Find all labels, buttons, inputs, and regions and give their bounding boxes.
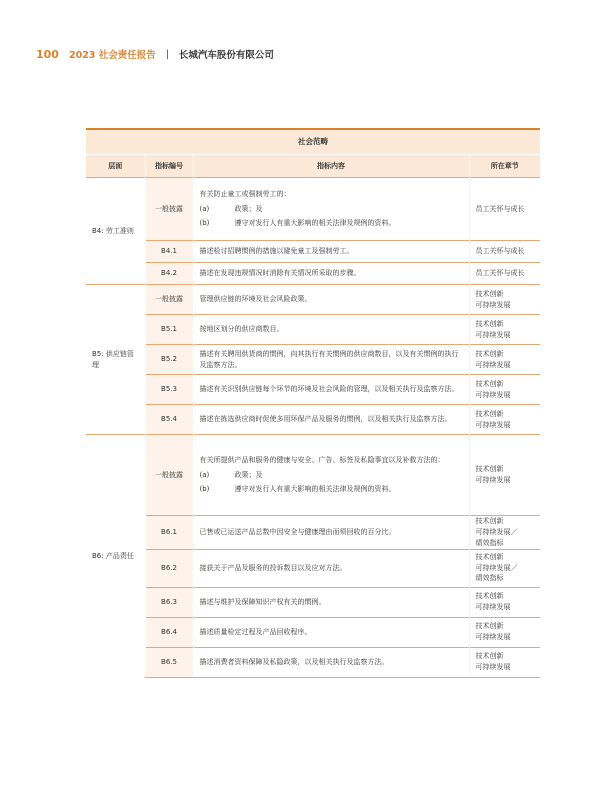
chapter-cell xyxy=(469,587,540,617)
indicator-content xyxy=(193,241,469,263)
indicator-code: B4.1 xyxy=(145,241,193,263)
content-text: 描述检讨招聘惯例的措施以避免童工及强制劳工。 xyxy=(199,247,354,256)
table-row xyxy=(86,345,540,375)
chapter-line: 技术创新 xyxy=(475,552,504,561)
column-header-content: 指标内容 xyxy=(193,155,469,178)
list-text: 遵守对发行人有重大影响的相关法律及规例的资料。 xyxy=(234,485,396,494)
chapter-line: 技术创新 xyxy=(475,289,504,298)
chapter-line: 技术创新 xyxy=(475,592,504,601)
list-text: 遵守对发行人有重大影响的相关法律及规例的资料。 xyxy=(234,219,396,228)
chapter-line: 技术创新 xyxy=(475,409,504,418)
table-row xyxy=(86,178,540,241)
chapter-cell xyxy=(469,285,540,315)
content-text: 按地区划分的供应商数目。 xyxy=(199,325,284,334)
chapter-line: 可持续发展 xyxy=(475,360,511,369)
list-text: 政策；及 xyxy=(234,204,263,213)
aspect-cell: B6: 产品责任 xyxy=(86,435,145,678)
content-list-item xyxy=(200,468,463,483)
chapter-line: 技术创新 xyxy=(475,465,504,474)
indicator-content xyxy=(193,435,469,516)
indicator-content xyxy=(193,375,469,405)
indicator-code: B5.2 xyxy=(145,345,193,375)
content-text: 描述质量检定过程及产品回收程序。 xyxy=(199,627,312,636)
chapter-line: 可持续发展 xyxy=(475,420,511,429)
content-text: 有关所提供产品和服务的健康与安全、广告、标签及私隐事宜以及补救方法的： xyxy=(199,455,445,464)
chapter-line: 绩效指标 xyxy=(475,574,504,583)
chapter-line: 可持续发展 xyxy=(475,663,511,672)
table-title: 社会范畴 xyxy=(86,129,540,155)
chapter-line: 可持续发展 xyxy=(475,603,511,612)
table-row xyxy=(86,617,540,647)
content-text: 描述与维护及保障知识产权有关的惯例。 xyxy=(199,597,326,606)
indicator-code: 一般披露 xyxy=(145,178,193,241)
company-name: 长城汽车股份有限公司 xyxy=(178,50,274,61)
chapter-line: 技术创新 xyxy=(475,517,504,525)
indicator-code: B6.3 xyxy=(145,587,193,617)
page-header xyxy=(36,47,274,61)
table-row xyxy=(86,241,540,263)
content-list-item xyxy=(200,202,463,217)
report-title: 2023 社会责任报告 xyxy=(68,50,156,61)
chapter-cell xyxy=(469,549,540,587)
chapter-line: 技术创新 xyxy=(475,349,504,358)
chapter-cell xyxy=(469,435,540,516)
indicator-code: 一般披露 xyxy=(145,435,193,516)
chapter-cell xyxy=(469,516,540,550)
table-row xyxy=(86,516,540,550)
chapter-cell xyxy=(469,315,540,345)
indicator-code: B5.3 xyxy=(145,375,193,405)
indicator-code: B6.4 xyxy=(145,617,193,647)
indicator-code: B6.2 xyxy=(145,549,193,587)
content-text: 已售或已运送产品总数中因安全与健康理由而须回收的百分比。 xyxy=(199,527,396,536)
indicator-content xyxy=(193,285,469,315)
table-row xyxy=(86,405,540,435)
indicator-content xyxy=(193,647,469,677)
table-row xyxy=(86,549,540,587)
indicator-content xyxy=(193,405,469,435)
chapter-cell xyxy=(469,375,540,405)
chapter-line: 可持续发展／ xyxy=(475,563,518,572)
chapter-cell xyxy=(469,405,540,435)
indicator-content xyxy=(193,263,469,285)
table-header-row xyxy=(86,155,540,178)
chapter-line: 技术创新 xyxy=(475,622,504,631)
content-text: 描述在拣选供应商时促使多用环保产品及服务的惯例，以及相关执行及监察方法。 xyxy=(199,415,452,424)
chapter-line: 员工关怀与成长 xyxy=(475,269,525,278)
table-row xyxy=(86,647,540,677)
list-marker: (a) xyxy=(199,470,210,479)
chapter-cell xyxy=(469,241,540,263)
indicator-code: B6.5 xyxy=(145,647,193,677)
aspect-cell: B5: 供应链管理 xyxy=(86,285,145,435)
chapter-line: 员工关怀与成长 xyxy=(475,247,525,256)
column-header-chapter: 所在章节 xyxy=(469,155,540,178)
list-marker: (b) xyxy=(199,219,210,228)
social-index-table xyxy=(86,128,540,678)
content-list-item xyxy=(200,482,463,497)
indicator-content xyxy=(193,587,469,617)
chapter-line: 技术创新 xyxy=(475,652,504,661)
column-header-code: 指标编号 xyxy=(145,155,193,178)
chapter-line: 可持续发展 xyxy=(475,633,511,642)
content-text: 描述有关聘用供货商的惯例，向其执行有关惯例的供应商数目，以及有关惯例的执行及监察方法。 xyxy=(199,349,459,369)
content-text: 描述在发现违规情况时消除有关情况所采取的步骤。 xyxy=(199,269,361,278)
indicator-content xyxy=(193,617,469,647)
list-marker: (a) xyxy=(199,204,210,213)
chapter-line: 可持续发展／ xyxy=(475,527,518,536)
chapter-cell xyxy=(469,647,540,677)
chapter-line: 可持续发展 xyxy=(475,330,511,339)
column-header-aspect: 层面 xyxy=(86,155,145,178)
content-list-item xyxy=(200,216,463,231)
chapter-cell xyxy=(469,617,540,647)
chapter-line: 可持续发展 xyxy=(475,390,511,399)
indicator-code: B5.1 xyxy=(145,315,193,345)
list-text: 政策；及 xyxy=(234,470,263,479)
chapter-line: 员工关怀与成长 xyxy=(475,204,525,213)
chapter-line: 可持续发展 xyxy=(475,476,511,484)
chapter-line: 技术创新 xyxy=(475,319,504,328)
chapter-line: 绩效指标 xyxy=(475,538,504,547)
table-row xyxy=(86,315,540,345)
table-row xyxy=(86,375,540,405)
list-marker: (b) xyxy=(199,485,210,494)
content-text: 描述有关识别供应链每个环节的环境及社会风险的管理，以及相关执行及监察方法。 xyxy=(199,385,459,394)
table-row xyxy=(86,587,540,617)
chapter-cell xyxy=(469,263,540,285)
indicator-code: B5.4 xyxy=(145,405,193,435)
indicator-code: B4.2 xyxy=(145,263,193,285)
header-separator: | xyxy=(165,48,169,60)
table-body xyxy=(86,178,540,678)
chapter-line: 可持续发展 xyxy=(475,300,511,309)
indicator-content xyxy=(193,178,469,241)
content-text: 描述消费者资料保障及私隐政策，以及相关执行及监察方法。 xyxy=(199,657,389,666)
indicator-code: B6.1 xyxy=(145,516,193,550)
table-row xyxy=(86,435,540,516)
indicator-code: 一般披露 xyxy=(145,285,193,315)
indicator-content xyxy=(193,315,469,345)
chapter-cell xyxy=(469,178,540,241)
content-text: 管理供应链的环境及社会风险政策。 xyxy=(199,295,312,304)
content-text: 接获关于产品及服务的投诉数目以及应对方法。 xyxy=(199,563,347,572)
aspect-cell: B4: 劳工准则 xyxy=(86,178,145,285)
table-row xyxy=(86,263,540,285)
page-number: 100 xyxy=(36,47,59,61)
chapter-cell xyxy=(469,345,540,375)
indicator-content xyxy=(193,516,469,550)
indicator-content xyxy=(193,549,469,587)
content-text: 有关防止童工或强制劳工的： xyxy=(199,189,291,198)
table-title-row xyxy=(86,129,540,155)
indicator-content xyxy=(193,345,469,375)
chapter-line: 技术创新 xyxy=(475,379,504,388)
table-row xyxy=(86,285,540,315)
